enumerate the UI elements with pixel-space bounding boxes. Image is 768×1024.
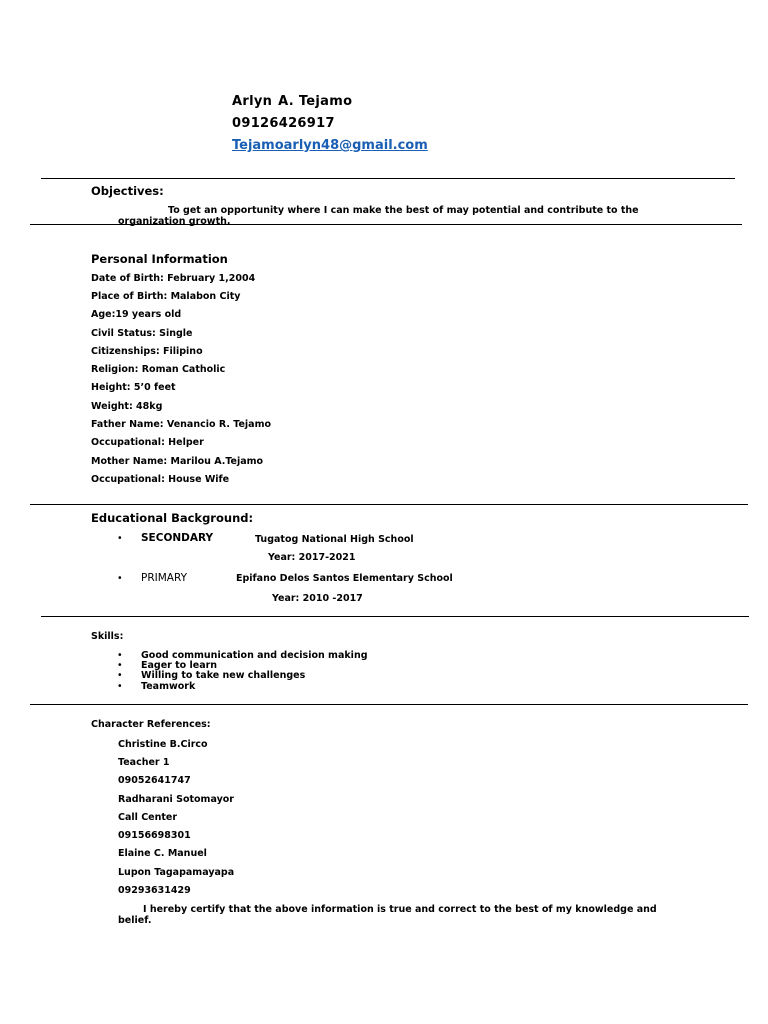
divider-objectives	[30, 224, 742, 225]
personal-info-heading: Personal Information	[91, 252, 228, 266]
personal-line: Date of Birth: February 1,2004	[91, 273, 256, 284]
name-rest: A. Tejamo	[278, 94, 353, 109]
reference-line: Call Center	[118, 812, 178, 823]
objectives-heading: Objectives:	[91, 184, 164, 198]
education-school: Epifano Delos Santos Elementary School	[236, 573, 453, 584]
education-year: Year: 2010 -2017	[272, 593, 363, 604]
reference-line: Elaine C. Manuel	[118, 848, 207, 859]
skill-item: Willing to take new challenges	[141, 670, 306, 681]
bullet-icon: •	[117, 670, 123, 681]
objectives-text: To get an opportunity where I can make the best of may potential and contribute to the organization growth.	[118, 205, 639, 227]
divider-education	[41, 616, 749, 617]
reference-line: 09293631429	[118, 885, 191, 896]
reference-line: Lupon Tagapamayapa	[118, 867, 235, 878]
education-year: Year: 2017-2021	[268, 552, 356, 563]
reference-line: Radharani Sotomayor	[118, 794, 234, 805]
divider-header	[41, 178, 735, 179]
skills-heading: Skills:	[91, 631, 124, 642]
divider-personal	[30, 504, 748, 505]
skill-item: Eager to learn	[141, 660, 218, 671]
references-heading: Character References:	[91, 719, 211, 730]
education-heading: Educational Background:	[91, 511, 254, 525]
bullet-icon: •	[117, 650, 123, 661]
bullet-icon: •	[117, 681, 123, 692]
skill-item: Good communication and decision making	[141, 650, 368, 661]
personal-line: Occupational: House Wife	[91, 474, 230, 485]
reference-line: 09156698301	[118, 830, 191, 841]
education-school: Tugatog National High School	[255, 534, 414, 545]
personal-line: Age:19 years old	[91, 309, 182, 320]
applicant-name	[232, 94, 352, 109]
personal-line: Father Name: Venancio R. Tejamo	[91, 419, 271, 430]
certification-text: I hereby certify that the above information is true and correct to the best of my knowledge and belief.	[118, 904, 657, 926]
education-level: PRIMARY	[141, 572, 188, 584]
name-first: Arlyn	[232, 94, 273, 109]
personal-line: Mother Name: Marilou A.Tejamo	[91, 456, 264, 467]
skill-item: Teamwork	[141, 681, 196, 692]
personal-line: Place of Birth: Malabon City	[91, 291, 241, 302]
bullet-icon: •	[117, 533, 123, 544]
personal-line: Citizenships: Filipino	[91, 346, 203, 357]
reference-line: 09052641747	[118, 775, 191, 786]
personal-line: Occupational: Helper	[91, 437, 204, 448]
personal-line: Civil Status: Single	[91, 328, 193, 339]
divider-skills	[30, 704, 748, 705]
personal-line: Religion: Roman Catholic	[91, 364, 226, 375]
phone-number: 09126426917	[232, 116, 335, 131]
personal-line: Weight: 48kg	[91, 401, 163, 412]
education-level: SECONDARY	[141, 532, 214, 544]
reference-line: Teacher 1	[118, 757, 170, 768]
reference-line: Christine B.Circo	[118, 739, 208, 750]
bullet-icon: •	[117, 573, 123, 584]
bullet-icon: •	[117, 660, 123, 671]
email-link[interactable]: Tejamoarlyn48@gmail.com	[232, 138, 428, 153]
personal-line: Height: 5’0 feet	[91, 382, 176, 393]
